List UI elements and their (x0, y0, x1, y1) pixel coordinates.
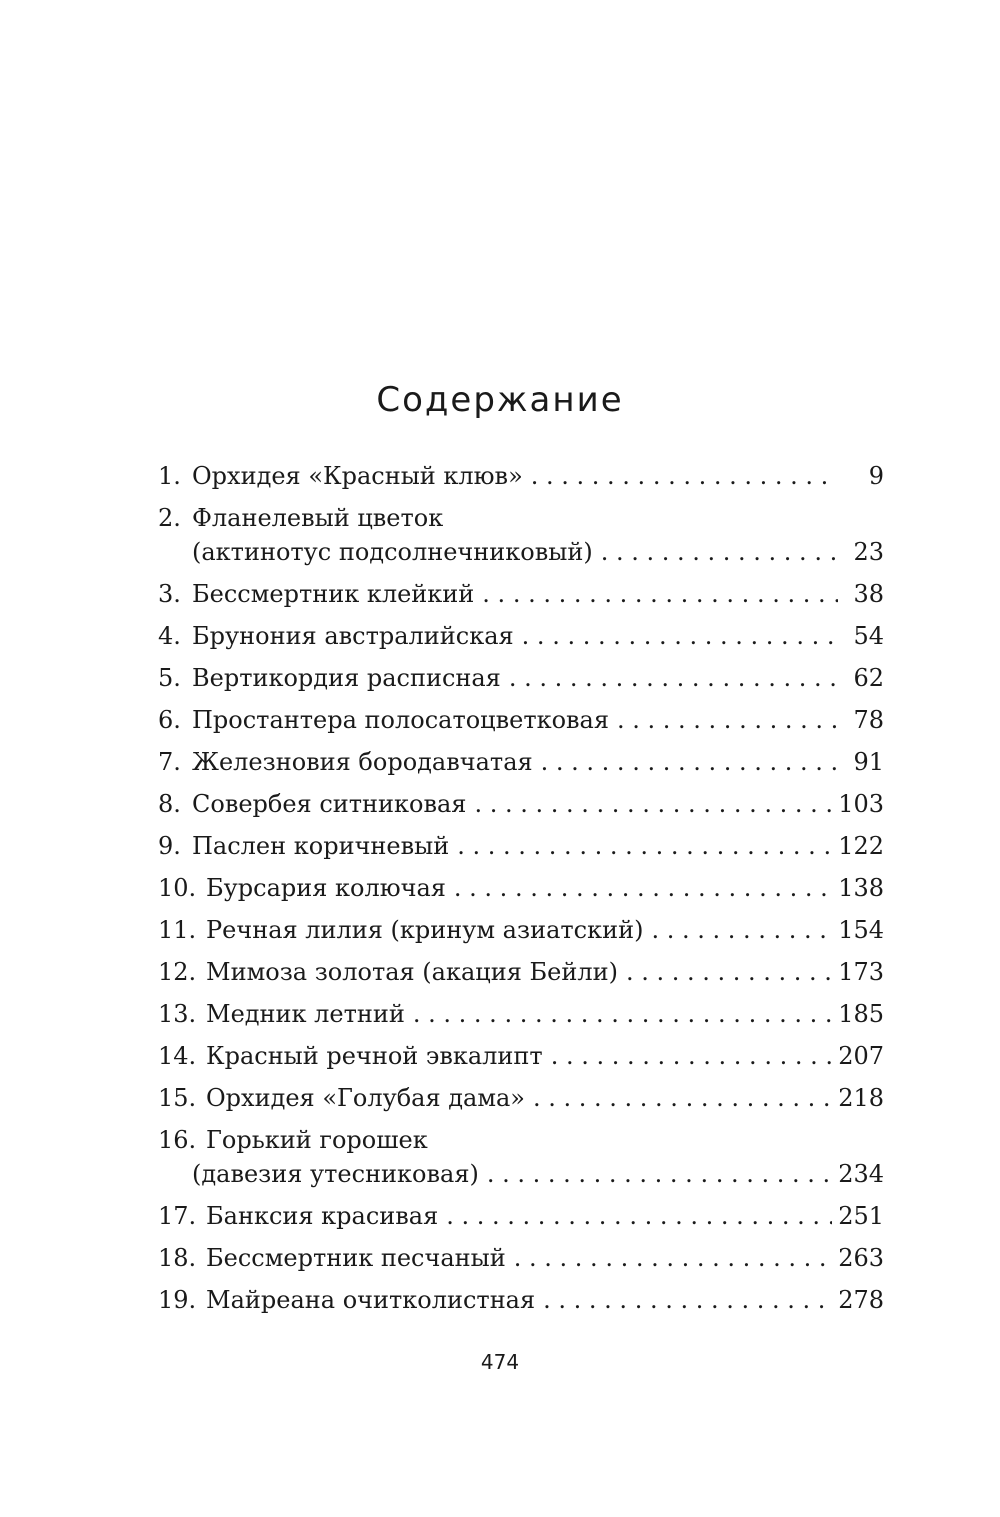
toc-entry-number: 3. (158, 580, 181, 608)
toc-entry-line (158, 909, 884, 951)
dot-leader (533, 1077, 832, 1119)
toc-entry-title: Паслен коричневый (192, 832, 450, 860)
dot-leader (543, 1279, 832, 1321)
toc-entry-line (158, 497, 884, 531)
toc-entry-page: 207 (838, 1042, 884, 1070)
toc-entry-page: 54 (853, 622, 884, 650)
toc-entry-number: 13. (158, 1000, 197, 1028)
toc-entry-title: Орхидея «Голубая дама» (206, 1084, 525, 1112)
toc-entry-number: 6. (158, 706, 181, 734)
dot-leader (482, 573, 838, 615)
toc-entry-number: 5. (158, 664, 181, 692)
toc-entry-number: 9. (158, 832, 181, 860)
toc-entry-page: 218 (838, 1084, 884, 1112)
toc-entry-line (158, 1153, 884, 1195)
toc-entry[interactable] (158, 867, 884, 909)
toc-entry[interactable] (158, 1077, 884, 1119)
toc-entry-page: 138 (838, 874, 884, 902)
toc-entry[interactable] (158, 1237, 884, 1279)
dot-leader (446, 1195, 832, 1237)
toc-entry-page: 173 (838, 958, 884, 986)
toc-entry-title: Красный речной эвкалипт (206, 1042, 543, 1070)
toc-entry[interactable] (158, 1119, 884, 1195)
toc-entry-page: 62 (853, 664, 884, 692)
toc-entry-number: 12. (158, 958, 197, 986)
toc-entry-title: Банксия красивая (206, 1202, 439, 1230)
table-of-contents (158, 455, 884, 1321)
toc-entry-number: 15. (158, 1084, 197, 1112)
toc-entry-page: 103 (838, 790, 884, 818)
toc-entry-line (158, 615, 884, 657)
toc-entry-page: 234 (838, 1160, 884, 1188)
toc-entry-number: 2. (158, 504, 181, 532)
toc-entry-line (158, 741, 884, 783)
toc-entry-title: Речная лилия (кринум азиатский) (206, 916, 644, 944)
toc-entry-number: 18. (158, 1244, 197, 1272)
toc-entry-title: Бессмертник песчаный (206, 1244, 506, 1272)
toc-entry-number: 14. (158, 1042, 197, 1070)
toc-entry-title: Майреана очитколистная (206, 1286, 536, 1314)
toc-entry[interactable] (158, 825, 884, 867)
toc-entry-line (158, 455, 884, 497)
toc-entry-number: 4. (158, 622, 181, 650)
toc-heading: Содержание (376, 380, 624, 420)
toc-entry-line (158, 657, 884, 699)
toc-entry-page: 278 (838, 1286, 884, 1314)
dot-leader (617, 699, 838, 741)
toc-entry-title: Орхидея «Красный клюв» (192, 462, 523, 490)
toc-entry[interactable] (158, 951, 884, 993)
toc-entry-number: 8. (158, 790, 181, 818)
dot-leader (514, 1237, 832, 1279)
toc-entry-line (158, 531, 884, 573)
toc-entry-title: Железновия бородавчатая (192, 748, 533, 776)
toc-entry-title: Совербея ситниковая (192, 790, 467, 818)
toc-entry[interactable] (158, 657, 884, 699)
toc-entry-number: 16. (158, 1126, 197, 1154)
dot-leader (454, 867, 832, 909)
toc-entry-line (158, 699, 884, 741)
toc-entry-title: Мимоза золотая (акация Бейли) (206, 958, 618, 986)
dot-leader (413, 993, 832, 1035)
toc-entry[interactable] (158, 1279, 884, 1321)
dot-leader (601, 531, 838, 573)
toc-entry-title: Медник летний (206, 1000, 405, 1028)
toc-entry-line (158, 1237, 884, 1279)
dot-leader (541, 741, 838, 783)
toc-entry-title: (давезия утесниковая) (192, 1160, 479, 1188)
toc-entry-page: 185 (838, 1000, 884, 1028)
toc-entry-line (158, 951, 884, 993)
toc-entry[interactable] (158, 497, 884, 573)
toc-entry-title: Фланелевый цветок (192, 504, 444, 532)
dot-leader (651, 909, 832, 951)
dot-leader (457, 825, 832, 867)
toc-entry-page: 251 (838, 1202, 884, 1230)
toc-entry-line (158, 825, 884, 867)
page-number: 474 (480, 1350, 520, 1374)
toc-entry[interactable] (158, 699, 884, 741)
toc-entry-line (158, 867, 884, 909)
toc-entry-number: 7. (158, 748, 181, 776)
toc-entry-title: Бессмертник клейкий (192, 580, 475, 608)
toc-entry-title: (актинотус подсолнечниковый) (192, 538, 593, 566)
dot-leader (531, 455, 838, 497)
toc-entry[interactable] (158, 455, 884, 497)
toc-entry-number: 17. (158, 1202, 197, 1230)
toc-entry-page: 23 (853, 538, 884, 566)
toc-entry-line (158, 993, 884, 1035)
dot-leader (509, 657, 838, 699)
toc-entry-page: 78 (853, 706, 884, 734)
toc-entry-title: Бурсария колючая (206, 874, 446, 902)
toc-entry[interactable] (158, 909, 884, 951)
toc-entry-page: 9 (868, 462, 884, 490)
toc-entry-line (158, 1035, 884, 1077)
toc-entry-number: 19. (158, 1286, 197, 1314)
toc-entry-title: Горький горошек (206, 1126, 428, 1154)
toc-entry[interactable] (158, 783, 884, 825)
toc-entry-number: 10. (158, 874, 197, 902)
toc-entry[interactable] (158, 1195, 884, 1237)
toc-entry-page: 154 (838, 916, 884, 944)
toc-entry-line (158, 1077, 884, 1119)
toc-entry-line (158, 783, 884, 825)
dot-leader (626, 951, 832, 993)
toc-entry[interactable] (158, 741, 884, 783)
dot-leader (487, 1153, 832, 1195)
toc-entry-title: Вертикордия расписная (192, 664, 501, 692)
toc-entry-title: Простантера полосатоцветковая (192, 706, 609, 734)
toc-entry[interactable] (158, 615, 884, 657)
toc-entry[interactable] (158, 1035, 884, 1077)
toc-entry-line (158, 573, 884, 615)
toc-entry-number: 1. (158, 462, 181, 490)
toc-entry-page: 38 (853, 580, 884, 608)
toc-entry[interactable] (158, 993, 884, 1035)
toc-entry-number: 11. (158, 916, 197, 944)
toc-entry-page: 122 (838, 832, 884, 860)
dot-leader (474, 783, 832, 825)
toc-entry-title: Брунония австралийская (192, 622, 514, 650)
toc-entry-line (158, 1195, 884, 1237)
dot-leader (522, 615, 838, 657)
toc-entry-page: 263 (838, 1244, 884, 1272)
toc-entry-line (158, 1119, 884, 1153)
dot-leader (551, 1035, 832, 1077)
toc-entry-line (158, 1279, 884, 1321)
toc-entry[interactable] (158, 573, 884, 615)
toc-entry-page: 91 (853, 748, 884, 776)
